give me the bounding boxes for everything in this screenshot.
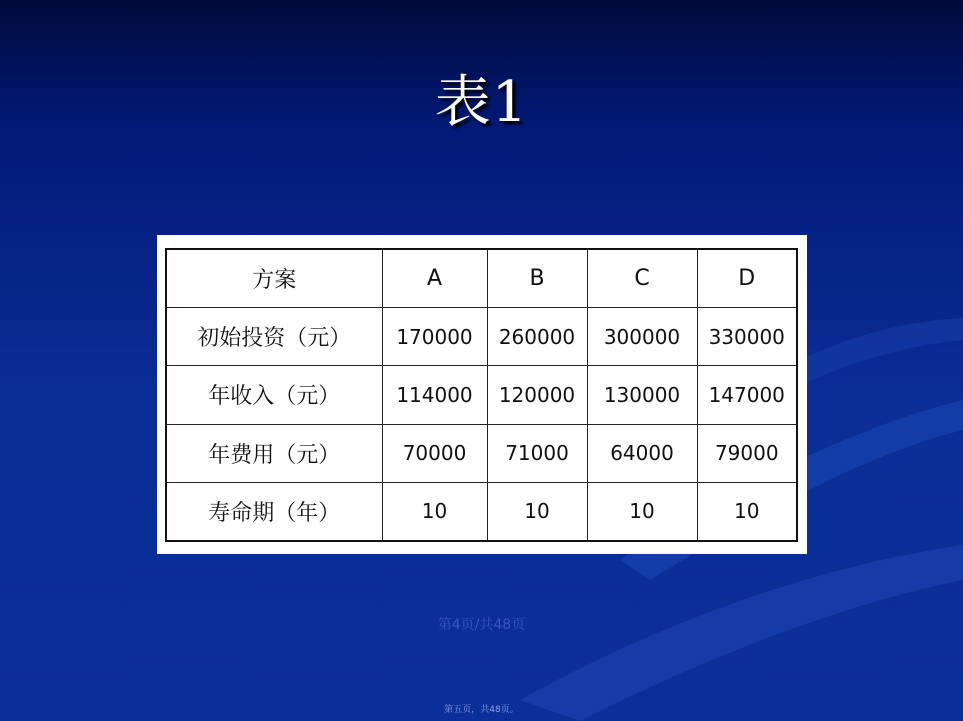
data-table bbox=[165, 248, 798, 542]
table-header-cell: 方案 bbox=[166, 249, 382, 308]
table-row bbox=[166, 424, 797, 482]
table-row-label: 初始投资（元） bbox=[166, 308, 382, 366]
page-indicator: 第4页/共48页 bbox=[437, 617, 526, 633]
table-header-cell: C bbox=[587, 249, 697, 308]
table-cell: 10 bbox=[382, 482, 487, 541]
table-cell: 300000 bbox=[587, 308, 697, 366]
table-row-label: 年收入（元） bbox=[166, 366, 382, 424]
table-header-cell: B bbox=[487, 249, 587, 308]
table-header-cell: D bbox=[697, 249, 797, 308]
table-cell: 147000 bbox=[697, 366, 797, 424]
table-row-label: 寿命期（年） bbox=[166, 482, 382, 541]
table-cell: 260000 bbox=[487, 308, 587, 366]
table-panel bbox=[157, 235, 807, 554]
footer-page-number: 第五页，共48页。 bbox=[444, 705, 519, 715]
table-cell: 330000 bbox=[697, 308, 797, 366]
table-cell: 70000 bbox=[382, 424, 487, 482]
table-cell: 64000 bbox=[587, 424, 697, 482]
table-cell: 120000 bbox=[487, 366, 587, 424]
table-row bbox=[166, 482, 797, 541]
table-header-cell: A bbox=[382, 249, 487, 308]
table-cell: 114000 bbox=[382, 366, 487, 424]
table-cell: 10 bbox=[487, 482, 587, 541]
table-cell: 71000 bbox=[487, 424, 587, 482]
slide-title: 表1 bbox=[434, 70, 529, 135]
table-cell: 10 bbox=[697, 482, 797, 541]
table-row-label: 年费用（元） bbox=[166, 424, 382, 482]
table-header-row bbox=[166, 249, 797, 308]
table-cell: 10 bbox=[587, 482, 697, 541]
table-cell: 79000 bbox=[697, 424, 797, 482]
table-cell: 170000 bbox=[382, 308, 487, 366]
table-row bbox=[166, 366, 797, 424]
table-cell: 130000 bbox=[587, 366, 697, 424]
table-row bbox=[166, 308, 797, 366]
